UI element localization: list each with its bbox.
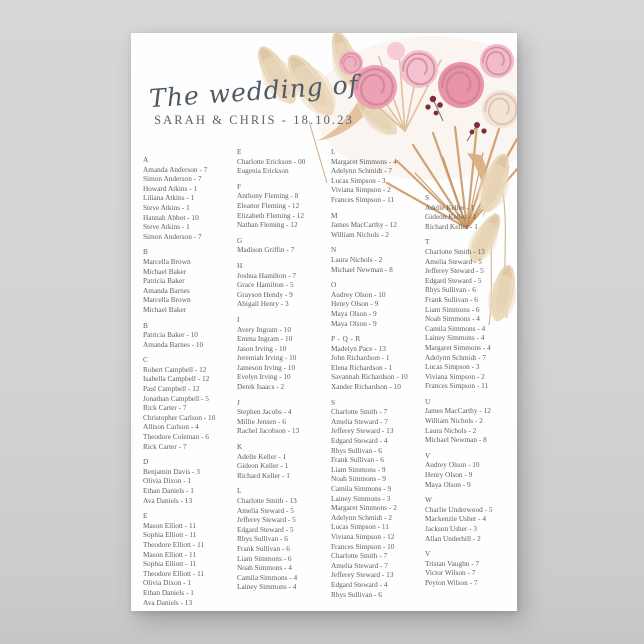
letter-section <box>425 549 517 587</box>
letter-section <box>237 147 330 176</box>
guest-row: Viviana Simpson - 2 <box>331 185 391 195</box>
guest-row: Frank Sullivan - 6 <box>331 455 384 465</box>
guest-row: Rick Carter - 7 <box>143 441 187 451</box>
guest-row: Ava Daniels - 13 <box>143 495 193 505</box>
guest-row: Jefferey Steward - 5 <box>425 266 484 276</box>
guest-row: Allan Underhill - 2 <box>425 533 481 543</box>
guest-row: Adelynn Schmidt - 7 <box>425 352 487 362</box>
guest-row: Margaret Simmons - 2 <box>331 503 397 513</box>
guest-row: Rhys Sullivan - 6 <box>331 445 382 455</box>
guest-row: Edgard Steward - 5 <box>237 524 294 534</box>
guest-row: Maya Olson - 9 <box>331 308 377 318</box>
guest-row: Grace Hamilton - 5 <box>237 280 294 290</box>
section-letter: L <box>331 147 336 156</box>
guest-row: Madelyn Pace - 13 <box>331 343 386 353</box>
letter-section <box>143 511 236 607</box>
guest-row: Elena Richardson - 1 <box>331 362 393 372</box>
guest-row: William Nichols - 2 <box>331 229 389 239</box>
guest-row: Viviana Simpson - 12 <box>331 531 395 541</box>
section-letter: H <box>237 260 243 270</box>
couple-names-date: SARAH & CHRIS - 18.10.23 <box>154 113 354 127</box>
guest-row: Frances Simpson - 11 <box>331 194 395 204</box>
section-letter: W <box>425 495 433 505</box>
letter-section <box>331 245 424 274</box>
guest-row: Patricia Baker - 10 <box>143 330 198 340</box>
guest-row: Savannah Richardson - 10 <box>331 372 408 382</box>
guest-row: Lainey Simmons - 4 <box>425 333 485 343</box>
letter-section <box>143 457 236 505</box>
guest-row: Mackenzie Usher - 4 <box>425 514 486 524</box>
guest-row: Steve Atkins - 1 <box>143 202 190 212</box>
guest-row: Rhys Sullivan - 6 <box>237 534 288 544</box>
guest-row: Theodore Elliott - 11 <box>143 539 205 549</box>
guest-row: Lainey Simmons - 3 <box>331 493 391 503</box>
letter-section <box>331 211 424 240</box>
section-letter: A <box>143 155 149 164</box>
guest-row: Sophia Elliott - 11 <box>143 530 197 540</box>
letter-section <box>425 237 517 391</box>
guest-row: Liam Simmons - 6 <box>425 304 480 314</box>
guest-row: Avery Ingram - 10 <box>237 324 291 334</box>
guest-row: Marcella Brown <box>143 256 191 266</box>
guest-row: James MacCarthy - 12 <box>331 220 397 230</box>
guest-row: Victor Wilson - 7 <box>425 568 476 578</box>
guest-row: Maya Olson - 9 <box>331 318 377 328</box>
guest-row: Edgard Steward - 4 <box>331 579 388 589</box>
seating-column-3 <box>331 147 424 599</box>
guest-row: Paul Campbell - 12 <box>143 384 200 394</box>
guest-row: Abigail Henry - 3 <box>237 299 289 309</box>
guest-row: Michael Baker <box>143 266 187 276</box>
guest-row: Sophia Elliott - 11 <box>143 559 197 569</box>
guest-row: Robert Campbell - 12 <box>143 364 207 374</box>
guest-row: Theodore Elliott - 11 <box>143 568 205 578</box>
section-letter: E <box>143 511 148 521</box>
guest-row: Richard Keller - 1 <box>237 470 290 480</box>
letter-section <box>237 261 330 309</box>
section-letter: K <box>237 442 243 452</box>
section-letter: M <box>331 210 338 220</box>
guest-row: Hannah Abbot - 10 <box>143 212 199 222</box>
guest-row: Tristan Vaughn - 7 <box>425 558 480 568</box>
guest-row: Edgard Steward - 4 <box>331 436 388 446</box>
guest-row: Steve Atkins - 1 <box>143 222 190 232</box>
guest-row: Adelynn Schmidt - 2 <box>331 512 393 522</box>
section-letter: J <box>237 397 241 407</box>
guest-row: Noah Simmons - 4 <box>237 563 292 573</box>
guest-row: Emma Ingram - 10 <box>237 334 293 344</box>
guest-row: James MacCarthy - 12 <box>425 406 491 416</box>
guest-row: Amelia Steward - 5 <box>237 505 294 515</box>
guest-row: Evelyn Irving - 10 <box>237 372 291 382</box>
guest-row: Eugenia Erickson <box>237 166 289 176</box>
guest-row: Joshua Hamilton - 7 <box>237 270 296 280</box>
guest-row: Jameson Irving - 10 <box>237 362 296 372</box>
letter-section <box>237 236 330 255</box>
guest-row: Xander Richardson - 10 <box>331 382 401 392</box>
guest-row: Maya Olson - 9 <box>425 479 471 489</box>
letter-section <box>331 280 424 328</box>
guest-row: Ethan Daniels - 1 <box>143 587 194 597</box>
letter-section <box>143 355 236 451</box>
guest-row: Eleanor Fleming - 12 <box>237 200 300 210</box>
guest-row: Viviana Simpson - 2 <box>425 371 485 381</box>
guest-row: Derek Isaacs - 2 <box>237 382 285 392</box>
seating-chart-poster <box>131 33 517 611</box>
letter-section <box>425 193 517 231</box>
letter-section <box>237 182 330 230</box>
guest-row: Mason Elliott - 11 <box>143 520 197 530</box>
letter-section <box>425 495 517 543</box>
letter-section <box>425 451 517 489</box>
guest-row: Noah Simmons - 4 <box>425 314 480 324</box>
section-letter: O <box>331 280 337 290</box>
letter-section <box>143 321 236 350</box>
guest-row: Christopher Carlson - 10 <box>143 412 216 422</box>
seating-column-4 <box>425 193 517 588</box>
guest-row: Isabella Campbell - 12 <box>143 374 210 384</box>
guest-row: Ethan Daniels - 1 <box>143 486 194 495</box>
guest-row: Patricia Baker <box>143 276 185 286</box>
letter-section <box>237 398 330 436</box>
guest-row: William Nichols - 2 <box>425 416 483 426</box>
guest-row: Theodore Coleman - 6 <box>143 432 209 442</box>
guest-row: Charlotte Smith - 7 <box>331 407 388 417</box>
section-letter: G <box>237 235 243 245</box>
guest-row: Lucas Simpson - 11 <box>331 522 389 532</box>
section-letter: L <box>237 486 242 496</box>
guest-row: Simon Anderson - 7 <box>143 174 202 184</box>
guest-row: Jefferey Steward - 13 <box>331 570 394 580</box>
guest-row: Amelia Steward - 5 <box>425 256 482 266</box>
guest-row: Edgard Steward - 5 <box>425 275 482 285</box>
guest-row: Camila Simmons - 4 <box>237 572 298 582</box>
guest-row: Simon Anderson - 7 <box>143 231 202 241</box>
guest-row: Frances Simpson - 10 <box>331 541 395 551</box>
guest-row: Michael Baker <box>143 304 187 314</box>
section-letter: V <box>425 450 431 460</box>
guest-row: Rhys Sullivan - 6 <box>331 589 382 599</box>
guest-row: Amanda Barnes - 10 <box>143 339 204 349</box>
guest-row: Charlotte Smith - 13 <box>237 496 297 505</box>
guest-row: Rhys Sullivan - 6 <box>425 285 476 295</box>
guest-row: Adelle Keller - 1 <box>425 202 475 212</box>
letter-section <box>425 397 517 445</box>
guest-row: Frank Sullivan - 6 <box>237 543 290 553</box>
guest-row: Richard Keller - 1 <box>425 221 478 231</box>
guest-row: Olivia Dixon - 1 <box>143 476 192 486</box>
guest-row: Michael Newman - 8 <box>331 264 393 274</box>
guest-row: Rachel Jacobson - 13 <box>237 426 300 436</box>
letter-section <box>331 147 424 205</box>
guest-row: Jonathan Campbell - 5 <box>143 393 209 403</box>
guest-row: Amelia Steward - 7 <box>331 560 388 570</box>
letter-section <box>237 486 330 592</box>
guest-row: Liliana Atkins - 1 <box>143 193 195 203</box>
seating-columns <box>131 33 517 611</box>
letter-section <box>143 247 236 314</box>
section-letter: T <box>425 237 430 247</box>
guest-row: Lucas Simpson - 3 <box>425 362 480 372</box>
section-letter: F <box>237 181 242 191</box>
guest-row: Charlotte Smith - 13 <box>425 246 485 256</box>
guest-row: Howard Atkins - 1 <box>143 183 198 193</box>
guest-row: Laura Nichols - 2 <box>331 254 383 264</box>
guest-row: Margaret Simmons - 4 <box>425 342 491 352</box>
section-letter: I <box>237 314 240 324</box>
guest-row: Jefferey Steward - 5 <box>237 515 296 525</box>
guest-row: Rick Carter - 7 <box>143 403 187 413</box>
guest-row: Noah Simmons - 9 <box>331 474 386 484</box>
guest-row: Henry Olson - 9 <box>425 470 473 480</box>
guest-row: Mason Elliott - 11 <box>143 549 197 559</box>
section-letter: N <box>331 245 337 255</box>
guest-row: Audrey Olson - 10 <box>425 460 480 470</box>
guest-row: Benjamin Davis - 3 <box>143 466 200 476</box>
guest-row: Nathan Fleming - 12 <box>237 220 298 230</box>
guest-row: John Richardson - 1 <box>331 353 390 363</box>
guest-row: Madison Griffin - 7 <box>237 245 295 255</box>
guest-row: Charlotte Smith - 7 <box>331 551 388 561</box>
guest-row: Lainey Simmons - 4 <box>237 582 297 592</box>
guest-row: Liam Simmons - 6 <box>237 553 292 563</box>
guest-row: Amanda Barnes <box>143 285 190 295</box>
guest-row: Peyton Wilson - 7 <box>425 577 478 587</box>
guest-row: Audrey Olson - 10 <box>331 289 386 299</box>
guest-row: Allison Carlson - 4 <box>143 422 199 432</box>
guest-row: Amanda Anderson - 7 <box>143 164 208 174</box>
guest-row: Henry Olson - 9 <box>331 299 379 309</box>
guest-row: Laura Nichols - 2 <box>425 425 477 435</box>
section-letter: S <box>425 193 430 202</box>
guest-row: Adelle Keller - 1 <box>237 451 287 461</box>
guest-row: Gideon Keller - 1 <box>237 461 289 471</box>
guest-row: Ava Daniels - 13 <box>143 597 193 607</box>
guest-row: Anthony Fleming - 8 <box>237 191 299 201</box>
letter-section <box>331 334 424 392</box>
guest-row: Lucas Simpson - 3 <box>331 175 386 185</box>
guest-row: Jason Irving - 10 <box>237 343 287 353</box>
guest-row: Jeremiah Irving - 10 <box>237 353 297 363</box>
guest-row: Jackson Usher - 3 <box>425 524 478 533</box>
letter-section <box>237 442 330 480</box>
seating-column-2 <box>237 147 330 592</box>
section-letter: D <box>143 457 149 467</box>
letter-section <box>331 398 424 599</box>
section-letter: P - Q - R <box>331 334 361 344</box>
guest-row: Marcella Brown <box>143 295 191 305</box>
guest-row: Gideon Keller - 1 <box>425 212 477 222</box>
seating-column-1 <box>143 155 236 607</box>
section-letter: B <box>143 320 149 330</box>
guest-row: Frank Sullivan - 6 <box>425 294 478 304</box>
guest-row: Margaret Simmons - 4 <box>331 156 397 166</box>
guest-row: Grayson Hendy - 9 <box>237 289 293 299</box>
guest-row: Camila Simmons - 9 <box>331 484 392 493</box>
guest-row: Charlotte Erickson - 00 <box>237 156 306 166</box>
wedding-script-title: The wedding of <box>148 69 360 114</box>
guest-row: Olivia Dixon - 1 <box>143 578 192 588</box>
section-letter: V <box>425 549 431 559</box>
guest-row: Jefferey Steward - 13 <box>331 426 394 436</box>
guest-row: Elizabeth Fleming - 12 <box>237 210 305 220</box>
section-letter: U <box>425 396 431 406</box>
guest-row: Millie Jensen - 6 <box>237 416 286 426</box>
guest-row: Stephen Jacobs - 4 <box>237 407 292 417</box>
section-letter: E <box>237 147 242 156</box>
letter-section <box>143 155 236 241</box>
guest-row: Michael Newman - 8 <box>425 435 487 445</box>
section-letter: B <box>143 247 149 257</box>
guest-row: Adelynn Schmidt - 7 <box>331 166 393 176</box>
guest-row: Frances Simpson - 11 <box>425 381 489 391</box>
letter-section <box>237 315 330 392</box>
guest-row: Camila Simmons - 4 <box>425 323 486 333</box>
section-letter: C <box>143 355 149 365</box>
guest-row: Liam Simmons - 9 <box>331 464 386 474</box>
section-letter: S <box>331 397 336 407</box>
guest-row: Amelia Steward - 7 <box>331 416 388 426</box>
guest-row: Charlie Underwood - 5 <box>425 504 493 514</box>
